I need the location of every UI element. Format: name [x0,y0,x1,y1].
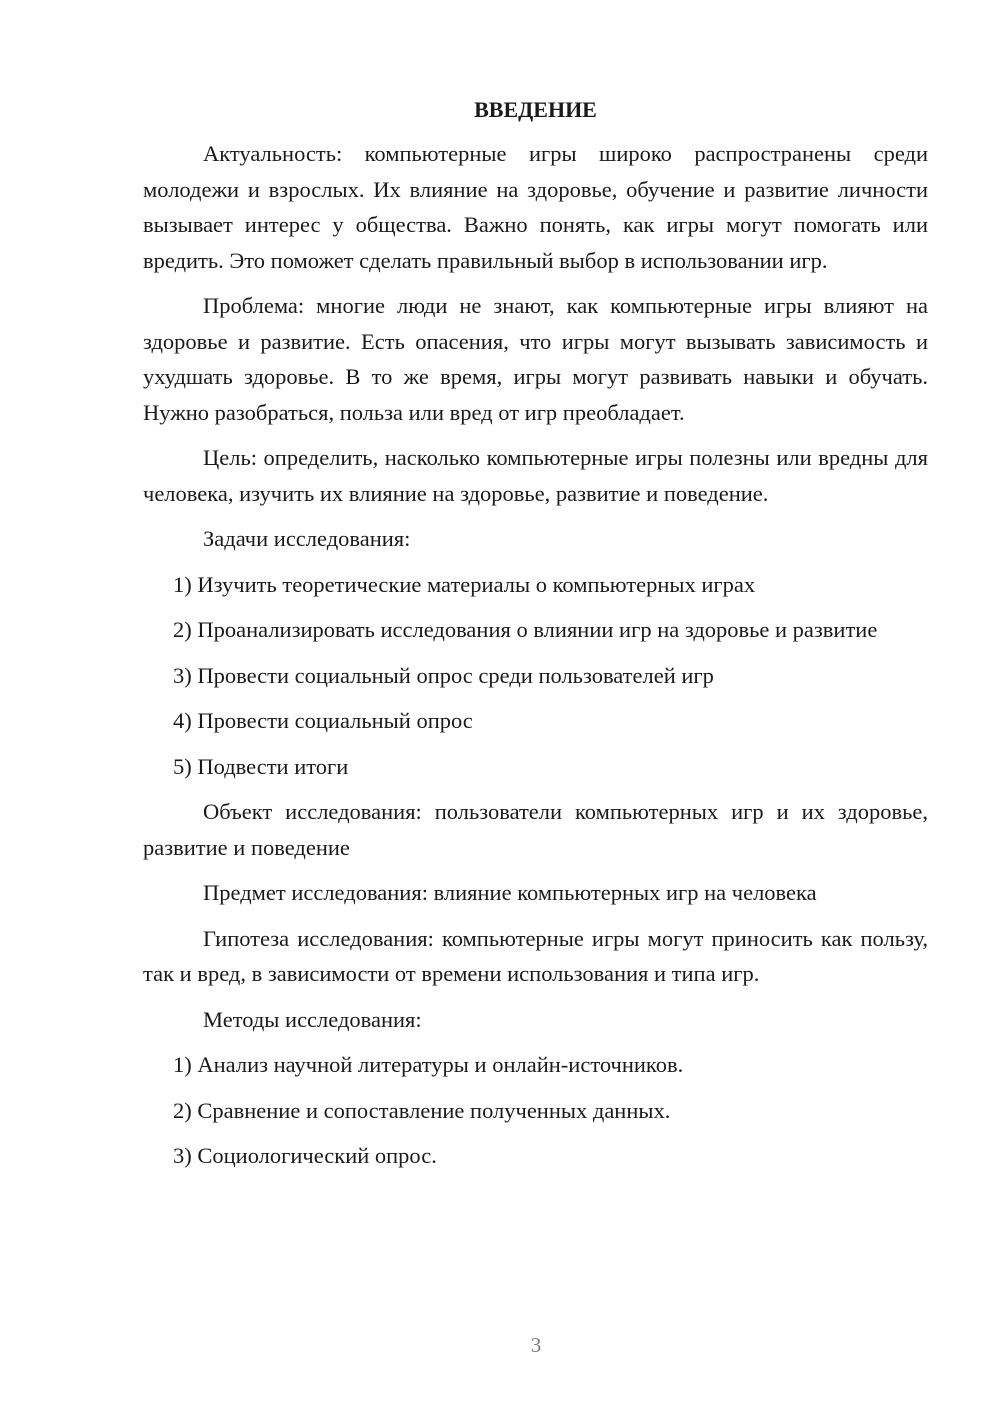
method-item: 3) Социологический опрос. [173,1143,437,1168]
methods-heading: Методы исследования: [203,1006,422,1032]
object-paragraph: Объект исследования: пользователи компьютерных игр и их здоровье, развитие и поведение [143,799,928,860]
subject-paragraph: Предмет исследования: влияние компьютерных игр на человека [203,880,817,905]
goal-paragraph: Цель: определить, насколько компьютерные игры полезны или вредны для человека, изучить их влияние на здоровье, развитие и поведение. [143,445,928,506]
method-item: 2) Сравнение и сопоставление полученных данных. [173,1097,671,1123]
hypothesis-paragraph: Гипотеза исследования: компьютерные игры могут приносить как пользу, так и вред, в зависимости от времени использования и типа игр. [143,925,928,986]
page-number: 3 [530,1333,542,1357]
tasks-heading: Задачи исследования: [203,526,411,551]
task-item: 2) Проанализировать исследования о влиянии игр на здоровье и развитие [173,617,878,642]
page-content [143,94,928,1184]
task-item: 5) Подвести итоги [173,753,349,779]
section-title: ВВЕДЕНИЕ [474,97,597,122]
method-item: 1) Анализ научной литературы и онлайн-источников. [173,1052,684,1077]
task-item: 1) Изучить теоретические материалы о компьютерных играх [173,571,756,597]
relevance-paragraph: Актуальность: компьютерные игры широко распространены среди молодежи и взрослых. Их влияние на здоровье, обучение и развитие личности вызывает интерес у общества. Важно понять, как игры могут помогать или вредить. Это поможет сделать правильный выбор в использовании игр. [143,141,928,273]
problem-paragraph: Проблема: многие люди не знают, как компьютерные игры влияют на здоровье и развитие. Есть опасения, что игры могут вызывать зависимость и ухудшать здоровье. В то же время, игры могут развивать навыки и обучать. Нужно разобраться, польза или вред от игр преобладает. [143,293,928,425]
task-item: 3) Провести социальный опрос среди пользователей игр [173,662,714,688]
task-item: 4) Провести социальный опрос [173,708,473,733]
